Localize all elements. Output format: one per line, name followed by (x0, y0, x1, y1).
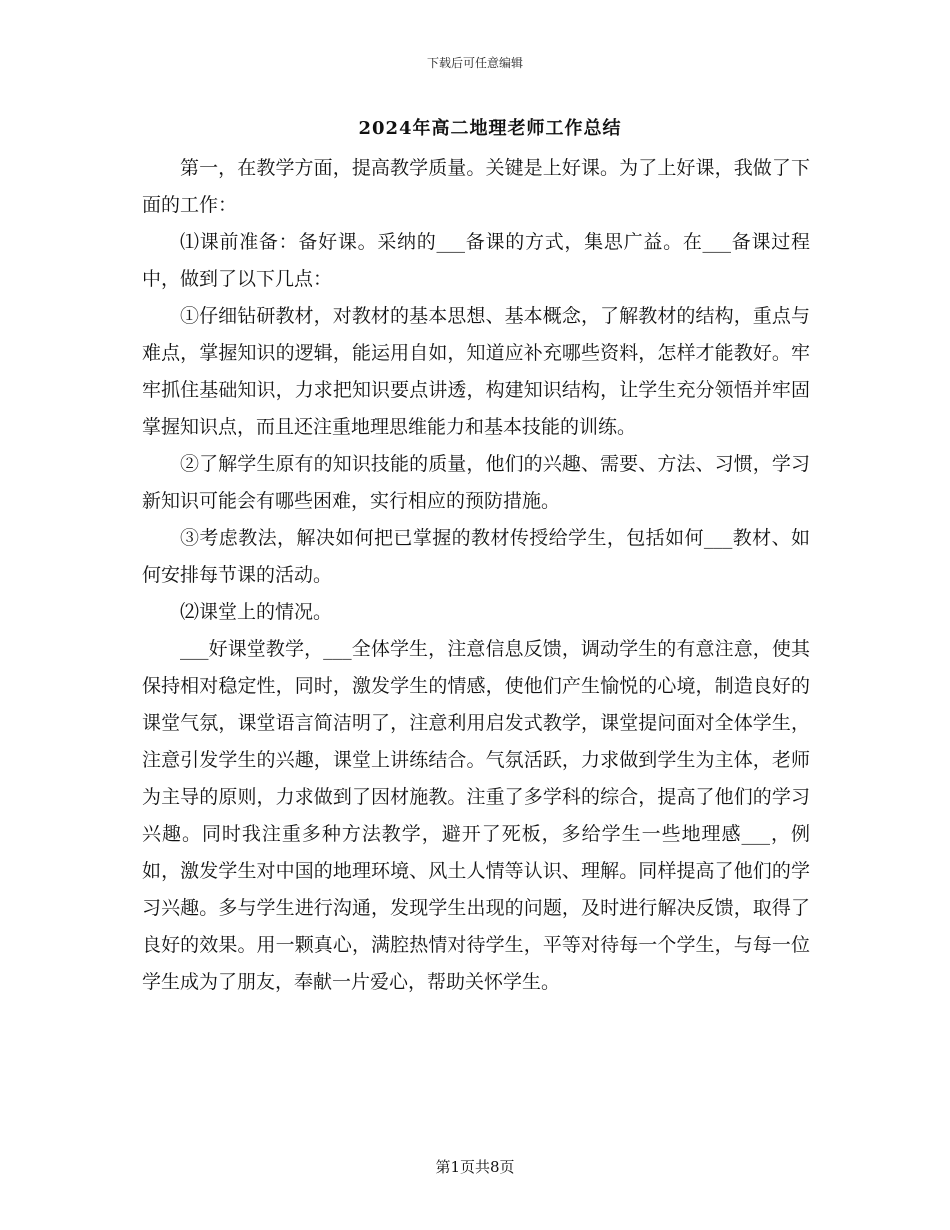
page-number: 第1页共8页 (435, 1158, 515, 1176)
paragraph-point-2: ②了解学生原有的知识技能的质量，他们的兴趣、需要、方法、习惯，学习新知识可能会有哪些困难，实行相应的预防措施。 (142, 453, 810, 512)
paragraph-intro: 第一，在教学方面，提高教学质量。关键是上好课。为了上好课，我做了下面的工作： (142, 157, 810, 216)
paragraph-point-1: ①仔细钻研教材，对教材的基本思想、基本概念，了解教材的结构，重点与难点，掌握知识的逻辑，能运用自如，知道应补充哪些资料，怎样才能教好。牢牢抓住基础知识，力求把知识要点讲透，构建知识结构，让学生充分领悟并牢固掌握知识点，而且还注重地理思维能力和基本技能的训练。 (142, 305, 810, 438)
paragraph-classroom-body: ___好课堂教学，___全体学生，注意信息反馈，调动学生的有意注意，使其保持相对稳定性，同时，激发学生的情感，使他们产生愉悦的心境，制造良好的课堂气氛，课堂语言简洁明了，注意利用启发式教学，课堂提问面对全体学生，注意引发学生的兴趣，课堂上讲练结合。气氛活跃，力求做到学生为主体，老师为主导的原则，力求做到了因材施教。注重了多学科的综合，提高了他们的学习兴趣。同时我注重多种方法教学，避开了死板，多给学生一些地理感___，例如，激发学生对中国的地理环境、风土人情等认识、理解。同样提高了他们的学习兴趣。多与学生进行沟通，发现学生出现的问题，及时进行解决反馈，取得了良好的效果。用一颗真心，满腔热情对待学生，平等对待每一个学生，与每一位学生成为了朋友，奉献一片爱心，帮助关怀学生。 (142, 638, 810, 993)
document-body (142, 150, 810, 1001)
document-title: 2024年高二地理老师工作总结 (358, 118, 622, 139)
paragraph-preparation: ⑴课前准备：备好课。采纳的___备课的方式，集思广益。在___备课过程中，做到了以下几点： (142, 231, 810, 290)
header-note: 下载后可任意编辑 (426, 56, 523, 70)
paragraph-point-3: ③考虑教法，解决如何把已掌握的教材传授给学生，包括如何___教材、如何安排每节课的活动。 (142, 527, 810, 586)
paragraph-classroom-heading: ⑵课堂上的情况。 (180, 601, 333, 623)
